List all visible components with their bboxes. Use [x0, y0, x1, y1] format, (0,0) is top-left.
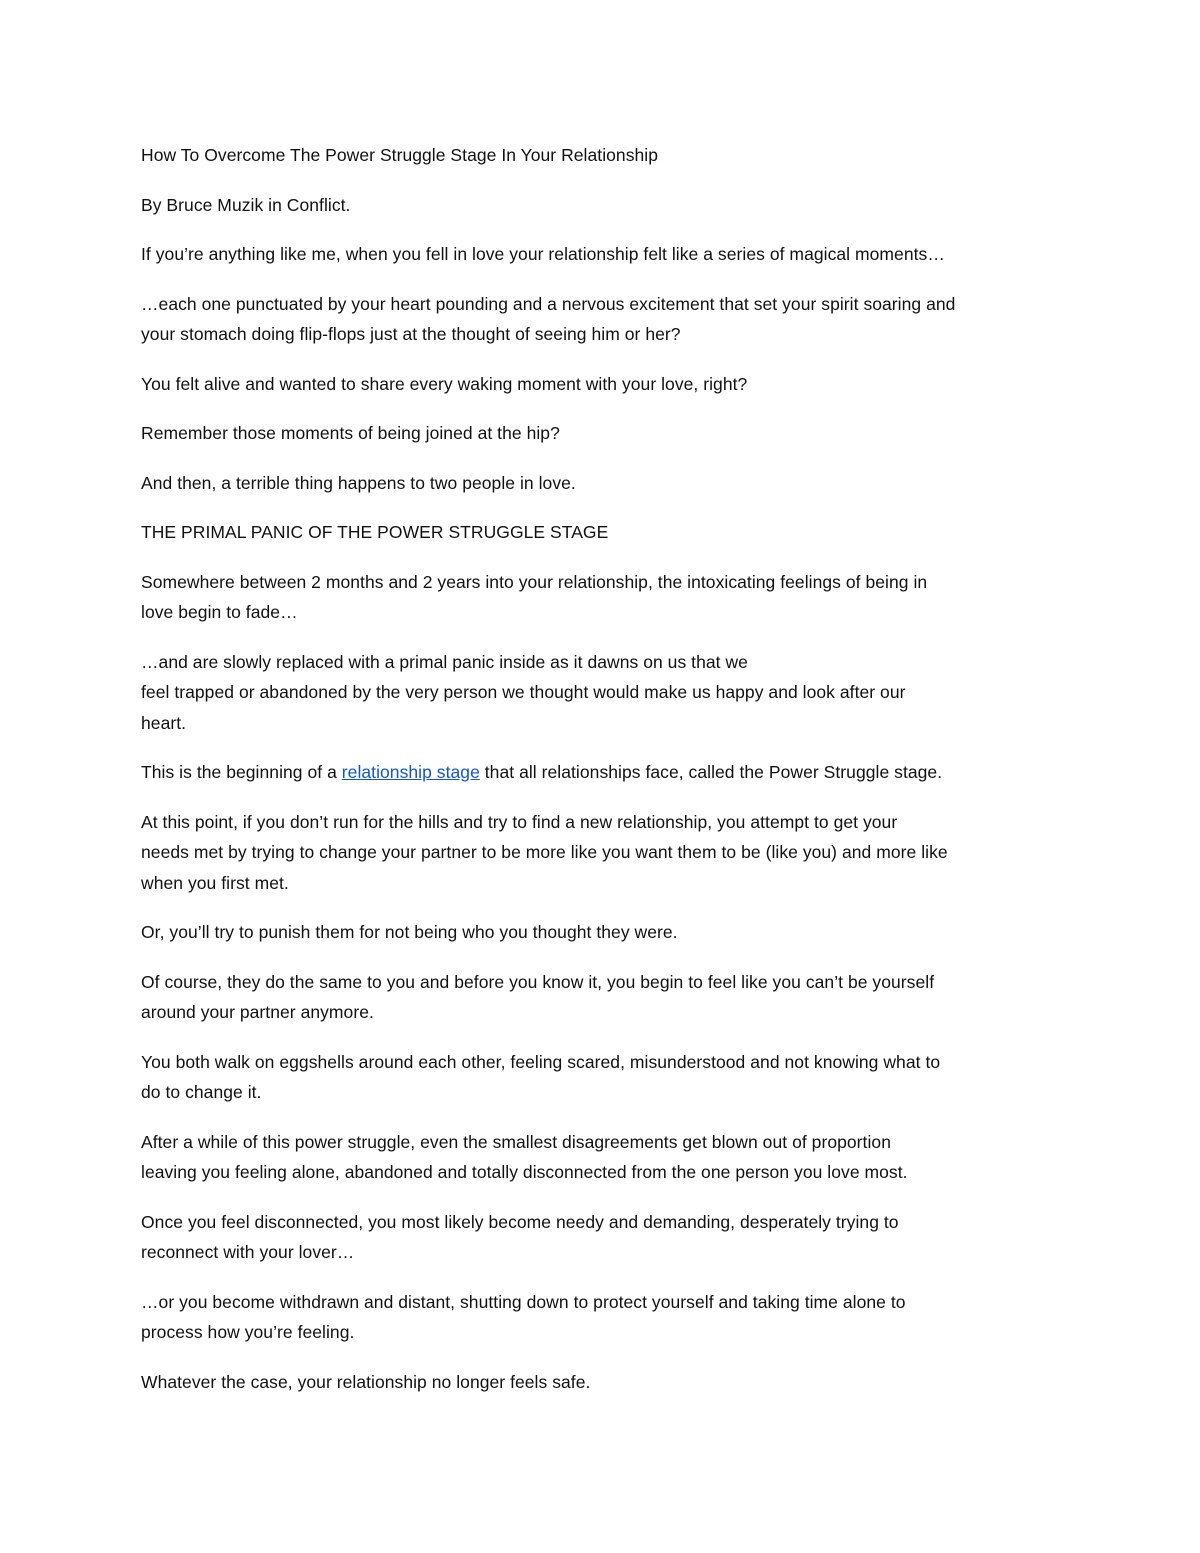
link-paragraph-before-text: This is the beginning of a [141, 762, 342, 782]
paragraph-line: needs met by trying to change your partner to be more like you want them to be (like you) and more like [141, 842, 948, 862]
paragraph [141, 1367, 1071, 1398]
paragraph [141, 468, 1071, 499]
link-paragraph-after-text: that all relationships face, called the Power Struggle stage. [479, 762, 943, 782]
paragraphs-after-link [141, 807, 1071, 1398]
paragraph-line: do to change it. [141, 1082, 262, 1102]
paragraph-line: …and are slowly replaced with a primal panic inside as it dawns on us that we [141, 651, 748, 672]
paragraph [141, 418, 1071, 449]
paragraph-line: love begin to fade… [141, 602, 298, 622]
paragraph-line: feel trapped or abandoned by the very person we thought would make us happy and look after our [141, 682, 906, 702]
paragraph [141, 517, 1071, 548]
paragraph-with-link [141, 757, 1071, 788]
paragraph-line: Remember those moments of being joined at the hip? [141, 423, 560, 443]
document-body [141, 140, 1071, 1416]
title-line: How To Overcome The Power Struggle Stage In Your Relationship [141, 145, 659, 165]
paragraph-line: After a while of this power struggle, even the smallest disagreements get blown out of proportion [141, 1131, 891, 1152]
paragraph-line: process how you’re feeling. [141, 1322, 355, 1342]
paragraph [141, 567, 1071, 628]
paragraphs-before-link [141, 239, 1071, 738]
paragraph-line [141, 757, 1071, 788]
paragraph-line: Somewhere between 2 months and 2 years into your relationship, the intoxicating feelings of being in [141, 571, 928, 592]
paragraph-line: Of course, they do the same to you and before you know it, you begin to feel like you can’t be yourself [141, 971, 935, 992]
relationship-stage-link[interactable]: relationship stage [341, 762, 480, 782]
paragraph [141, 917, 1071, 948]
paragraph-line: heart. [141, 712, 187, 733]
byline-line: By Bruce Muzik in Conflict. [141, 194, 351, 215]
paragraph-line: Or, you’ll try to punish them for not being who you thought they were. [141, 922, 678, 942]
paragraph-line: your stomach doing flip-flops just at the thought of seeing him or her? [141, 324, 681, 344]
paragraph [141, 369, 1071, 400]
paragraph-line: At this point, if you don’t run for the hills and try to find a new relationship, you attempt to get your [141, 811, 898, 832]
paragraph-line: Whatever the case, your relationship no longer feels safe. [141, 1371, 591, 1392]
paragraph [141, 1207, 1071, 1268]
paragraph-line: …each one punctuated by your heart pounding and a nervous excitement that set your spirit soaring and [141, 293, 956, 314]
paragraph-line: reconnect with your lover… [141, 1242, 355, 1262]
paragraph [141, 967, 1071, 1028]
paragraph [141, 1127, 1071, 1188]
paragraph-line: leaving you feeling alone, abandoned and totally disconnected from the one person you love most. [141, 1162, 908, 1182]
paragraph-line: THE PRIMAL PANIC OF THE POWER STRUGGLE STAGE [141, 522, 609, 542]
paragraph [141, 807, 1071, 899]
paragraph-line: …or you become withdrawn and distant, shutting down to protect yourself and taking time alone to [141, 1291, 906, 1312]
paragraph-line: Once you feel disconnected, you most likely become needy and demanding, desperately trying to [141, 1211, 899, 1232]
paragraph [141, 1287, 1071, 1348]
byline [141, 190, 1071, 221]
paragraph [141, 289, 1071, 350]
paragraph [141, 1047, 1071, 1108]
paragraph-line: And then, a terrible thing happens to two people in love. [141, 472, 576, 493]
paragraph-line: You felt alive and wanted to share every waking moment with your love, right? [141, 373, 748, 394]
paragraph-line: around your partner anymore. [141, 1002, 374, 1022]
paragraph [141, 647, 1071, 739]
paragraph-line: You both walk on eggshells around each other, feeling scared, misunderstood and not knowing what to [141, 1051, 941, 1072]
paragraph-line: If you’re anything like me, when you fell in love your relationship felt like a series of magical moments… [141, 244, 945, 264]
document-title [141, 140, 1071, 171]
paragraph [141, 239, 1071, 270]
paragraph-line: when you first met. [141, 872, 289, 893]
